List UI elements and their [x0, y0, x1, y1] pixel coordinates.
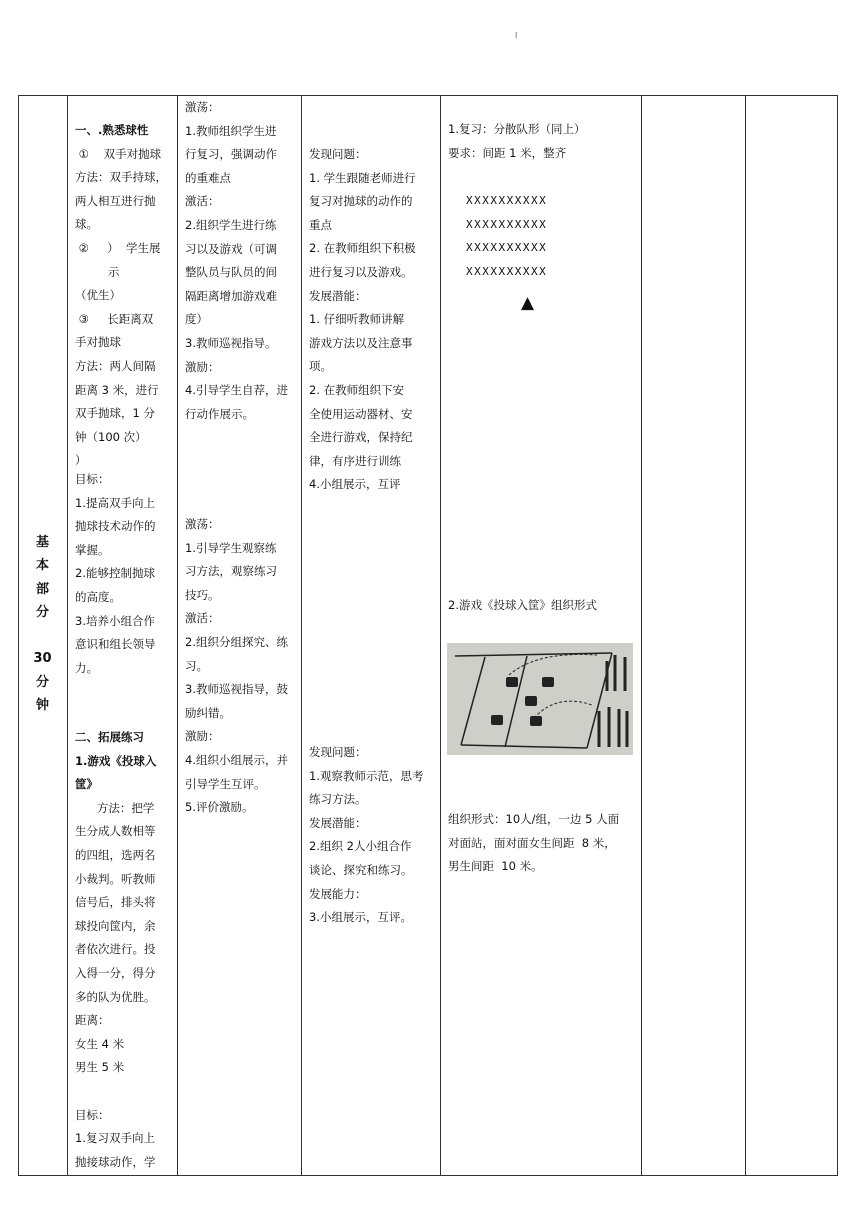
- text-line: 球。: [75, 217, 98, 232]
- text-line: 技巧。: [185, 587, 220, 602]
- text-line: 组织形式：10人/组，一边 5 人面: [448, 812, 620, 826]
- section-label-char: 分: [35, 674, 49, 690]
- teacher-activity-2: [185, 513, 288, 820]
- text-line: 2.组织 2人小组合作: [309, 839, 412, 854]
- text-line: 2.组织分组探究、练: [185, 634, 288, 649]
- text-line: 手对抛球: [75, 335, 121, 350]
- text-line: 示: [75, 264, 120, 279]
- text-line: 全使用运动器材、安: [309, 406, 413, 421]
- text-line: 掌握。: [75, 542, 110, 557]
- text-line: 男生 5 米: [75, 1060, 125, 1075]
- text-line: （优生）: [75, 288, 121, 303]
- text-line: 习。: [185, 658, 208, 673]
- text-line: 者依次进行。投: [75, 942, 156, 957]
- text-line: 1.复习双手向上: [75, 1131, 155, 1146]
- section-label-char: 分: [35, 604, 49, 620]
- text-line: 发展潜能：: [309, 288, 367, 303]
- text-line: 4.引导学生自荐，进: [185, 383, 288, 398]
- text-line: 力。: [75, 660, 98, 675]
- section-label-char: [18, 624, 67, 647]
- text-line: 习方法，观察练习: [185, 564, 277, 579]
- part1-content: [75, 119, 167, 473]
- text-line: 律，有序进行训练: [309, 453, 401, 468]
- text-line: 1.提高双手向上: [75, 495, 155, 510]
- text-line: 多的队为优胜。: [75, 989, 156, 1004]
- text-line: 复习对抛球的动作的: [309, 194, 413, 209]
- text-line: 女生 4 米: [75, 1036, 125, 1051]
- text-line: 小裁判。听教师: [75, 871, 156, 886]
- teacher-position-icon: ▲: [521, 293, 535, 313]
- text-line: 钟（100 次）: [75, 429, 147, 444]
- text-line: 3.教师巡视指导。: [185, 335, 277, 350]
- text-line: 全进行游戏，保持纪: [309, 430, 413, 445]
- col-divider: [177, 95, 178, 1176]
- text-line: 游戏方法以及注意事: [309, 335, 413, 350]
- text-line: 的重难点: [185, 170, 231, 185]
- review-requirements: [448, 118, 585, 165]
- text-line: 球投向筐内，余: [75, 918, 156, 933]
- teacher-activity-1: [185, 96, 288, 426]
- text-line: 一、.熟悉球性: [75, 123, 149, 137]
- text-line: 习以及游戏（可调: [185, 241, 277, 256]
- text-line: 男生间距 10 米。: [448, 859, 543, 874]
- text-line: ① 双手对抛球: [75, 146, 162, 161]
- text-line: 抛球技术动作的: [75, 519, 156, 534]
- text-line: 入得一分，得分: [75, 965, 156, 980]
- text-line: 行复习，强调动作: [185, 147, 277, 162]
- section-label-char: 基: [35, 535, 49, 550]
- text-line: 3.教师巡视指导，鼓: [185, 682, 288, 697]
- game-organization-text: [448, 808, 619, 879]
- text-line: 度）: [185, 312, 208, 327]
- table-border-top: [18, 95, 838, 96]
- text-line: 进行复习以及游戏。: [309, 264, 413, 279]
- text-line: 发现问题：: [309, 745, 367, 759]
- text-line: 激励：: [185, 729, 220, 744]
- col-divider: [745, 95, 746, 1176]
- text-line: 两人相互进行抛: [75, 193, 156, 208]
- text-line: 发现问题：: [309, 147, 367, 161]
- text-line: 发展能力：: [309, 886, 367, 901]
- text-line: ③ 长距离双: [75, 311, 154, 326]
- text-line: 2.能够控制抛球: [75, 566, 155, 581]
- table-border-bottom: [18, 1175, 838, 1176]
- text-line: 1.引导学生观察练: [185, 540, 277, 555]
- text-line: 的四组，选两名: [75, 847, 156, 862]
- section-label-char: 30: [33, 651, 52, 667]
- part1-goals: [75, 468, 156, 680]
- text-line: 2.组织学生进行练: [185, 217, 277, 232]
- section-label-char: 本: [35, 558, 49, 574]
- text-line: 激荡：: [185, 517, 220, 531]
- text-line: 对面站，面对面女生间距 8 米，: [448, 835, 616, 850]
- game-title: 2.游戏《投球入筐》组织形式: [448, 598, 597, 612]
- text-line: 目标：: [75, 1107, 110, 1122]
- text-line: 1.观察教师示范，思考: [309, 768, 424, 783]
- col-divider: [67, 95, 68, 1176]
- text-line: 方法：两人间隔: [75, 358, 156, 373]
- text-line: ）: [75, 453, 87, 468]
- text-line: 筐》: [75, 777, 98, 792]
- text-line: [75, 1080, 156, 1104]
- text-line: 5.评价激励。: [185, 800, 254, 815]
- text-line: 4.小组展示，互评: [309, 477, 401, 492]
- text-line: 1.游戏《投球入: [75, 753, 157, 768]
- text-line: 发展潜能：: [309, 815, 367, 830]
- text-line: XXXXXXXXXX: [466, 217, 548, 231]
- text-line: 二、拓展练习: [75, 730, 144, 744]
- text-line: 方法：双手持球，: [75, 170, 167, 185]
- text-line: 目标：: [75, 472, 110, 486]
- student-activity-2: [309, 741, 423, 930]
- text-line: 的高度。: [75, 589, 121, 604]
- text-line: 2. 在教师组织下安: [309, 382, 405, 397]
- text-line: 1.教师组织学生进: [185, 123, 277, 138]
- text-line: 抛接球动作，学: [75, 1154, 156, 1169]
- text-line: 3.小组展示，互评。: [309, 910, 412, 925]
- text-line: 激活：: [185, 194, 220, 209]
- text-line: 双手抛球，1 分: [75, 406, 155, 421]
- col-divider: [301, 95, 302, 1176]
- text-line: 谈论、探究和练习。: [309, 862, 413, 877]
- section-label-char: 钟: [35, 698, 49, 714]
- text-line: 重点: [309, 217, 332, 232]
- part2-content: [75, 726, 156, 1174]
- text-line: 项。: [309, 359, 332, 374]
- text-line: 距离 3 米，进行: [75, 382, 159, 397]
- game-illustration: [447, 643, 633, 755]
- header-mark: I: [515, 31, 518, 40]
- text-line: 整队员与队员的间: [185, 265, 277, 280]
- col-divider: [641, 95, 642, 1176]
- text-line: 隔距离增加游戏难: [185, 288, 277, 303]
- text-line: 激励：: [185, 359, 220, 374]
- text-line: 行动作展示。: [185, 406, 254, 421]
- text-line: XXXXXXXXXX: [466, 264, 548, 278]
- text-line: 要求：间距 1 米，整齐: [448, 145, 567, 160]
- text-line: 1. 学生跟随老师进行: [309, 170, 416, 185]
- text-line: 1.复习：分散队形（同上）: [448, 122, 586, 136]
- section-label: [18, 531, 67, 717]
- text-line: 练习方法。: [309, 792, 367, 807]
- text-line: 2. 在教师组织下积极: [309, 241, 416, 256]
- text-line: 激荡：: [185, 100, 220, 114]
- text-line: ② ） 学生展: [75, 240, 161, 255]
- col-divider: [440, 95, 441, 1176]
- text-line: 激活：: [185, 611, 220, 626]
- text-line: 距离：: [75, 1013, 110, 1028]
- text-line: 方法：把学: [75, 800, 155, 815]
- formation-diagram: [466, 189, 547, 283]
- text-line: 3.培养小组合作: [75, 613, 155, 628]
- text-line: 信号后，排头将: [75, 895, 156, 910]
- col-divider: [837, 95, 838, 1176]
- text-line: XXXXXXXXXX: [466, 194, 548, 207]
- text-line: 4.组织小组展示，并: [185, 752, 288, 767]
- text-line: 生分成人数相等: [75, 824, 156, 839]
- section-label-char: 部: [35, 581, 49, 597]
- student-activity-1: [309, 143, 416, 497]
- text-line: 励纠错。: [185, 705, 231, 720]
- text-line: 1. 仔细听教师讲解: [309, 312, 405, 327]
- text-line: XXXXXXXXXX: [466, 241, 548, 255]
- text-line: 意识和组长领导: [75, 637, 156, 652]
- text-line: 引导学生互评。: [185, 776, 266, 791]
